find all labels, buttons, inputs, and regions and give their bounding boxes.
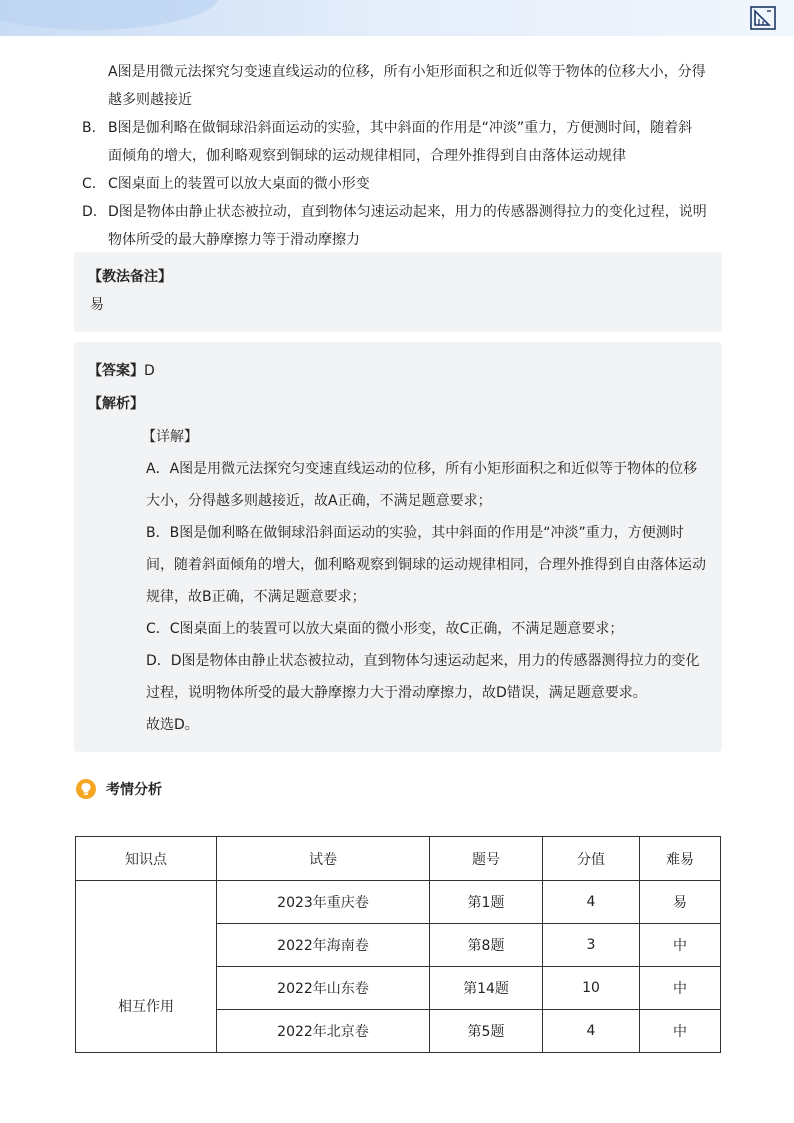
score-cell: 4 [543, 881, 640, 924]
option-b-line-2: 面倾角的增大，伽利略观察到铜球的运动规律相同，合理外推得到自由落体运动规律 [108, 148, 626, 164]
score-cell: 10 [543, 967, 640, 1010]
teaching-note-box [74, 252, 722, 332]
header-knowledge-point: 知识点 [76, 837, 217, 881]
lightbulb-icon [76, 779, 96, 799]
question-cell: 第1题 [430, 881, 543, 924]
analysis-line-6: C．C图桌面上的装置可以放大桌面的微小形变，故C正确，不满足题意要求； [146, 621, 624, 637]
exam-analysis-header [76, 778, 162, 800]
header-difficulty: 难易 [640, 837, 721, 881]
header-paper: 试卷 [217, 837, 430, 881]
teaching-note-text: 易 [90, 297, 104, 313]
option-a-line-1: A图是用微元法探究匀变速直线运动的位移，所有小矩形面积之和近似等于物体的位移大小，分得 [108, 64, 706, 80]
exam-analysis-table [75, 836, 721, 1053]
difficulty-cell: 易 [640, 881, 721, 924]
option-c [82, 170, 722, 198]
option-d [82, 198, 722, 226]
analysis-line-9: 故选D。 [146, 717, 199, 733]
difficulty-cell: 中 [640, 1010, 721, 1053]
exam-analysis-title: 考情分析 [106, 782, 162, 798]
analysis-line-1: A．A图是用微元法探究匀变速直线运动的位移，所有小矩形面积之和近似等于物体的位移 [146, 461, 698, 477]
option-c-line-1: C图桌面上的装置可以放大桌面的微小形变 [108, 176, 370, 192]
option-d-line-2: 物体所受的最大静摩擦力等于滑动摩擦力 [108, 232, 360, 248]
analysis-line-4: 间，随着斜面倾角的增大，伽利略观察到铜球的运动规律相同，合理外推得到自由落体运动 [146, 557, 706, 573]
analysis-label: 【解析】 [88, 396, 144, 412]
paper-cell: 2023年重庆卷 [217, 881, 430, 924]
question-cell: 第8题 [430, 924, 543, 967]
header-score: 分值 [543, 837, 640, 881]
answer-label: 【答案】 [88, 363, 144, 379]
option-d-letter: D. [82, 204, 98, 220]
paper-cell: 2022年海南卷 [217, 924, 430, 967]
detail-label: 【详解】 [142, 429, 198, 445]
answer-value: D [144, 363, 155, 379]
question-cell: 第5题 [430, 1010, 543, 1053]
analysis-line-5: 规律，故B正确，不满足题意要求； [146, 589, 366, 605]
analysis-line-3: B．B图是伽利略在做铜球沿斜面运动的实验，其中斜面的作用是“冲淡”重力，方便测时 [146, 525, 684, 541]
difficulty-cell: 中 [640, 967, 721, 1010]
option-c-letter: C. [82, 176, 97, 192]
score-cell: 4 [543, 1010, 640, 1053]
table-row [76, 881, 721, 924]
option-b-letter: B. [82, 120, 97, 136]
header-question-no: 题号 [430, 837, 543, 881]
answer-box [74, 342, 722, 752]
analysis-line-7: D．D图是物体由静止状态被拉动，直到物体匀速运动起来，用力的传感器测得拉力的变化 [146, 653, 700, 669]
teaching-note-title: 【教法备注】 [88, 269, 172, 285]
difficulty-cell: 中 [640, 924, 721, 967]
header-wave-decoration [0, 0, 220, 30]
choice-options [82, 58, 722, 254]
option-d-line-1: D图是物体由静止状态被拉动，直到物体匀速运动起来，用力的传感器测得拉力的变化过程，说明 [108, 204, 707, 220]
paper-cell: 2022年北京卷 [217, 1010, 430, 1053]
score-cell: 3 [543, 924, 640, 967]
option-a-line-2: 越多则越接近 [108, 92, 192, 108]
analysis-line-8: 过程，说明物体所受的最大静摩擦力大于滑动摩擦力，故D错误，满足题意要求。 [146, 685, 647, 701]
logo-icon [750, 6, 776, 30]
question-cell: 第14题 [430, 967, 543, 1010]
paper-cell: 2022年山东卷 [217, 967, 430, 1010]
option-b [82, 114, 722, 142]
header-band [0, 0, 794, 36]
answer-row [88, 360, 155, 380]
option-b-line-1: B图是伽利略在做铜球沿斜面运动的实验，其中斜面的作用是“冲淡”重力，方便测时间，随着斜 [108, 120, 693, 136]
table-header-row [76, 837, 721, 881]
knowledge-point-cell: 相互作用 [76, 881, 217, 1053]
analysis-line-2: 大小，分得越多则越接近，故A正确，不满足题意要求； [146, 493, 492, 509]
